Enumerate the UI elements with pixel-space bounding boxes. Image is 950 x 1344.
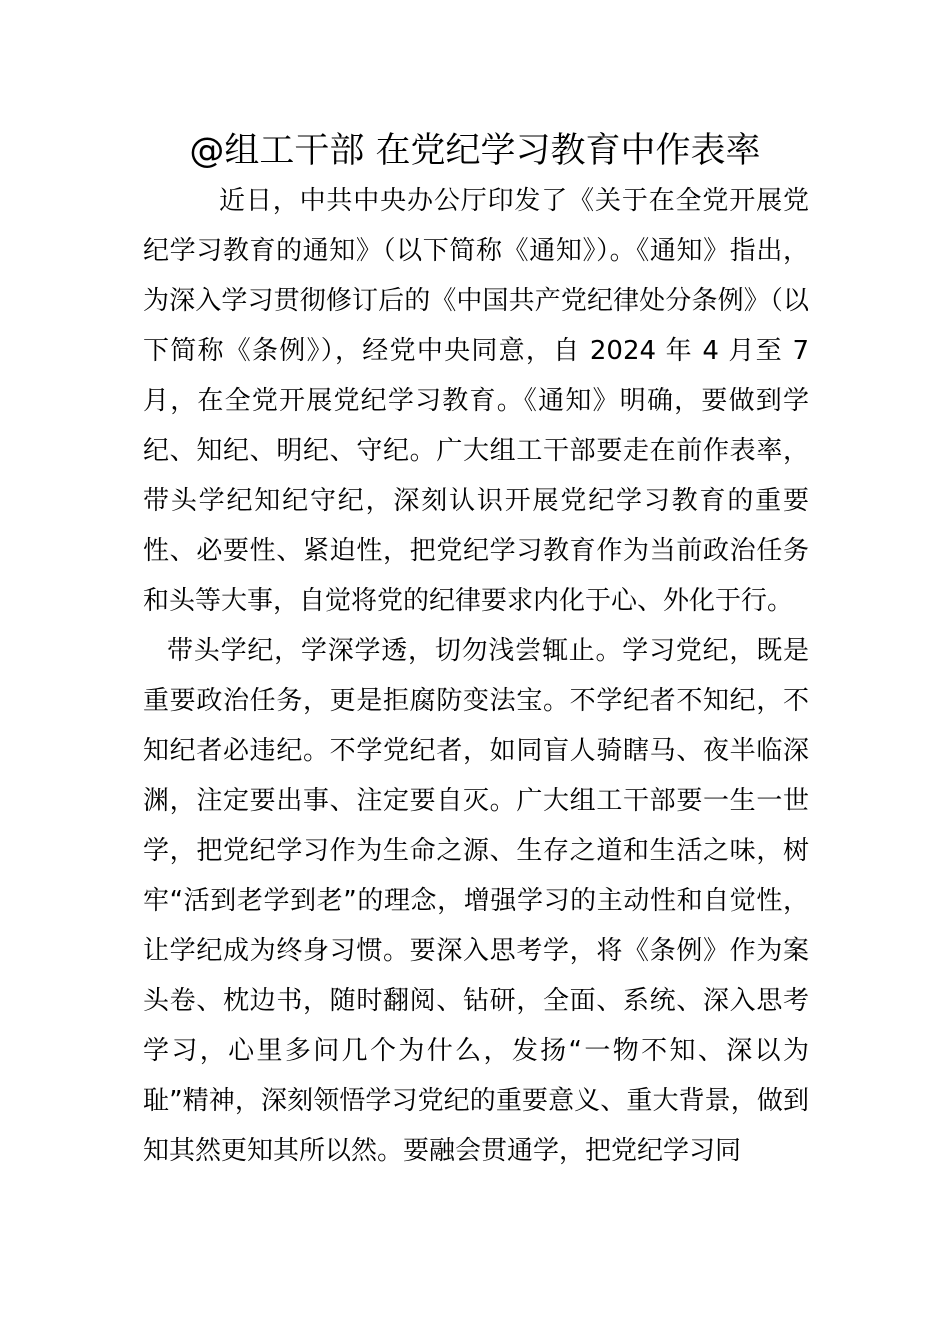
paragraph-learn-discipline: 带头学纪，学深学透，切勿浅尝辄止。学习党纪，既是重要政治任务，更是拒腐防变法宝。不学纪者不知纪，不知纪者必违纪。不学党纪者，如同盲人骑瞎马、夜半临深渊，注定要出事、注定要自灭。广大组工干部要一生一世学，把党纪学习作为生命之源、生存之道和生活之味，树牢“活到老学到老”的理念，增强学习的主动性和自觉性，让学纪成为终身习惯。要深入思考学，将《条例》作为案头卷、枕边书，随时翻阅、钻研，全面、系统、深入思考学习，心里多问几个为什么，发扬“一物不知、深以为耻”精神，深刻领悟学习党纪的重要意义、重大背景，做到知其然更知其所以然。要融会贯通学，把党纪学习同: [143, 636, 809, 1166]
paragraph-intro: 近日，中共中央办公厅印发了《关于在全党开展党纪学习教育的通知》（以下简称《通知》）。《通知》指出，为深入学习贯彻修订后的《中国共产党纪律处分条例》（以下简称《条例》），经党中央同意，自 2024 年 4 月至 7 月，在全党开展党纪学习教育。《通知》明确，要做到学纪、知纪、明纪、守纪。广大组工干部要走在前作表率，带头学纪知纪守纪，深刻认识开展党纪学习教育的重要性、必要性、紧迫性，把党纪学习教育作为当前政治任务和头等大事，自觉将党的纪律要求内化于心、外化于行。: [143, 186, 809, 616]
document-body: [143, 176, 809, 1176]
document-title: @组工干部 在党纪学习教育中作表率: [189, 131, 761, 171]
